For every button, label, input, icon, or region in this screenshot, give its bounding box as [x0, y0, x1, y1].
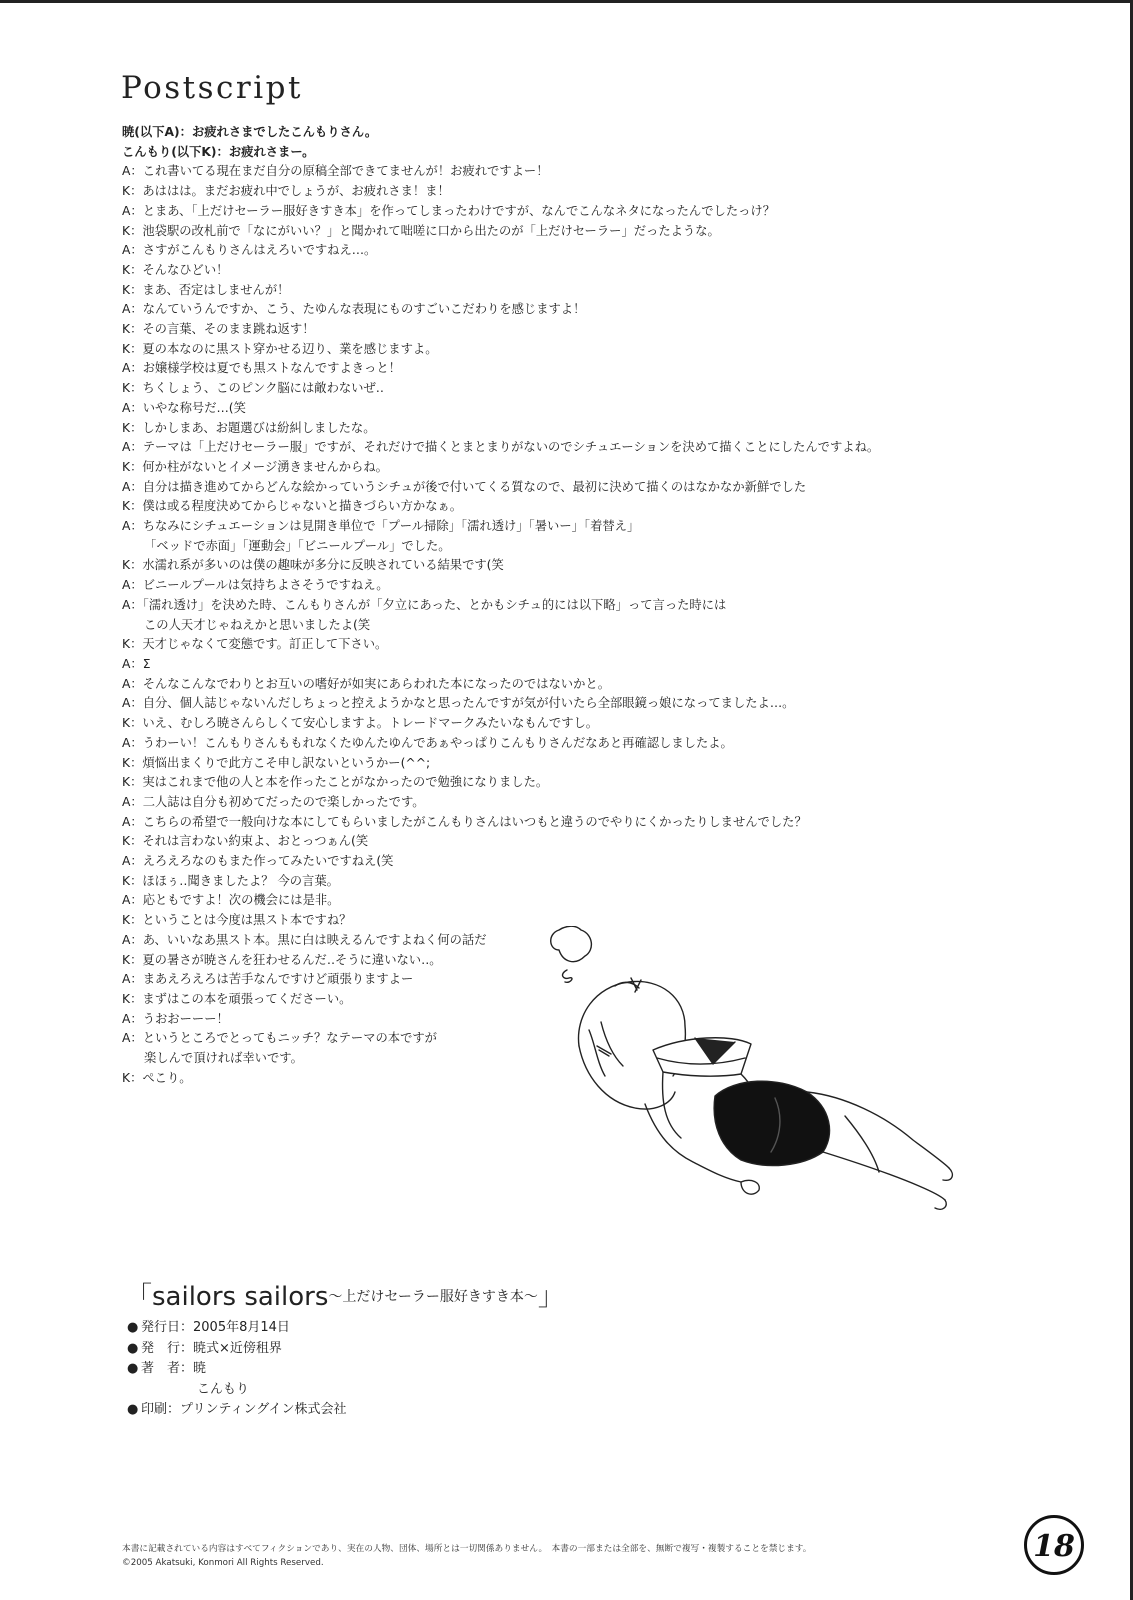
dialog-line: K：煩悩出まくりで此方こそ申し訳ないというかー(^^;	[122, 755, 431, 770]
dialog-line: K：まずはこの本を頑張ってくださーい。	[122, 991, 352, 1006]
colophon	[127, 1318, 347, 1421]
dialog-line: A：ビニールプールは気持ちよさそうですねえ。	[122, 578, 389, 593]
dialog-line: A：あ、いいなあ黒スト本。黒に白は映えるんですよねく何の話だ	[122, 932, 487, 947]
dialog-line: K：しかしまあ、お題選びは紛糾しましたな。	[122, 420, 376, 435]
dialog-line: K：夏の暑さが暁さんを狂わせるんだ‥そうに違いない‥。	[122, 952, 442, 967]
dialog-line: 「ベッドで赤面」「運動会」「ビニールプール」でした。	[144, 538, 451, 553]
colophon-row	[127, 1339, 347, 1360]
colophon-value: 2005年8月14日	[193, 1320, 290, 1335]
dialog-line: K：ということは今度は黒スト本ですね？	[122, 913, 352, 928]
copyright-text: ©2005 Akatsuki, Konmori All Rights Reserved.	[122, 1558, 324, 1568]
dialog-line: K：いえ、むしろ暁さんらしくて安心しますよ。トレードマークみたいなもんですし。	[122, 716, 599, 731]
dialog-line: A：二人誌は自分も初めてだったので楽しかったです。	[122, 794, 425, 809]
page-title: Postscript	[121, 70, 303, 106]
dialog-line: A：これ書いてる現在まだ自分の原稿全部できてませんが！お疲れですよー！	[122, 164, 549, 179]
book-title-main: 「sailors sailors	[126, 1282, 329, 1312]
dialog-line: 暁(以下A)：お疲れさまでしたこんもりさん。	[122, 125, 378, 139]
dialog-line: K：池袋駅の改札前で「なにがいい？」と聞かれて咄嗟に口から出たのが「上だけセーラー」だったような。	[122, 223, 720, 238]
colophon-value: プリンティングイン株式会社	[180, 1402, 347, 1417]
page-number: 18	[1033, 1529, 1075, 1564]
dialog-line: A：まあえろえろは苦手なんですけど頑張りますよー	[122, 972, 414, 987]
sleeping-girl-illustration	[545, 926, 965, 1216]
page-number-badge	[1023, 1514, 1085, 1576]
bullet-icon: ●	[127, 1320, 139, 1335]
dialog-line: K：ちくしょう、このピンク脳には敵わないぜ‥	[122, 381, 384, 396]
dialog-line: A：うおおーーー！	[122, 1011, 229, 1026]
dialog-line: A：こちらの希望で一般向けな本にしてもらいましたがこんもりさんはいつもと違うのでやりにくかったりしませんでした？	[122, 814, 807, 829]
dialog-line: A：Σ	[122, 656, 151, 671]
colophon-label: 著 者：	[141, 1361, 194, 1376]
dialog-line: A：なんていうんですか、こう、たゆんな表現にものすごいこだわりを感じますよ！	[122, 302, 586, 317]
speech-bubble-icon	[551, 926, 592, 961]
dialog-line: K：そんなひどい！	[122, 262, 229, 277]
dialog-line: A：ちなみにシチュエーションは見開き単位で「プール掃除」「濡れ透け」「暑いー」「着替え」	[122, 519, 640, 534]
dialog-line: K：水濡れ系が多いのは僕の趣味が多分に反映されている結果です(笑	[122, 558, 504, 573]
colophon-label: 印刷：	[141, 1402, 181, 1417]
dialog-line: A：うわーい！こんもりさんももれなくたゆんたゆんであぁやっぱりこんもりさんだなあと再確認しましたよ。	[122, 735, 733, 750]
dialog-line: K：夏の本なのに黒スト穿かせる辺り、業を感じますよ。	[122, 341, 438, 356]
colophon-value: 暁	[193, 1361, 207, 1376]
dialog-line: K：まあ、否定はしませんが！	[122, 282, 290, 297]
disclaimer-text: 本書に記載されている内容はすべてフィクションであり、実在の人物、団体、場所とは一切関係ありません。 本書の一部または全部を、無断で複写・複製することを禁じます。	[122, 1544, 812, 1554]
dialog-line: K：実はこれまで他の人と本を作ったことがなかったので勉強になりました。	[122, 775, 549, 790]
dialog-line: A：テーマは「上だけセーラー服」ですが、それだけで描くとまとまりがないのでシチュエーションを決めて描くことにしたんですよね。	[122, 440, 880, 455]
dialog-line: K：その言葉、そのまま跳ね返す！	[122, 322, 315, 337]
colophon-row	[127, 1380, 347, 1401]
blank-area	[106, 1456, 578, 1516]
dialog-line: K：それは言わない約束よ、おとっつぁん(笑	[122, 834, 369, 849]
dialog-line: K：ほほぅ‥聞きましたよ？ 今の言葉。	[122, 873, 339, 888]
dialog-line: A：応ともですよ！次の機会には是非。	[122, 893, 340, 908]
bullet-icon: ●	[127, 1361, 139, 1376]
dialog-line: A：とまあ、「上だけセーラー服好きすき本」を作ってしまったわけですが、なんでこんなネタになったんでしたっけ？	[122, 203, 776, 218]
dialog-line: A：えろえろなのもまた作ってみたいですねえ(笑	[122, 854, 394, 869]
dialog-line: こんもり(以下K)：お疲れさまー。	[122, 144, 315, 159]
colophon-value: こんもり	[197, 1381, 250, 1397]
dialog-line: A：そんなこんなでわりとお互いの嗜好が如実にあらわれた本になったのではないかと。	[122, 676, 610, 691]
colophon-row	[127, 1400, 347, 1421]
bullet-icon: ●	[127, 1340, 139, 1356]
dialog-line: A：自分は描き進めてからどんな絵かっていうシチュが後で付いてくる質なので、最初に決めて描くのはなかなか新鮮でした	[122, 479, 807, 494]
dialog-line: K：ぺこり。	[122, 1070, 192, 1085]
dialog-line: K：何か柱がないとイメージ湧きませんからね。	[122, 459, 388, 474]
dialog-line: K：天才じゃなくて変態です。訂正して下さい。	[122, 637, 388, 652]
book-title-subtitle: ～上だけセーラー服好きすき本～	[328, 1289, 538, 1305]
dialog-line: K：あははは。まだお疲れ中でしょうが、お疲れさま！ま！	[122, 184, 450, 199]
colophon-row	[127, 1318, 347, 1339]
dialog-line: A：「濡れ透け」を決めた時、こんもりさんが「夕立にあった、とかもシチュ的には以下略」って言った時には	[122, 597, 727, 612]
book-title-close: 」	[537, 1282, 564, 1312]
book-title	[126, 1276, 564, 1313]
colophon-label: 発行日：	[141, 1320, 194, 1335]
footer	[122, 1542, 811, 1570]
dialog-line: A：さすがこんもりさんはえろいですねえ…。	[122, 243, 377, 258]
dialog-line: A：いやな称号だ…(笑	[122, 400, 246, 415]
bullet-icon: ●	[127, 1402, 139, 1417]
dialog-line: A：お嬢様学校は夏でも黒ストなんですよきっと！	[122, 361, 401, 376]
dialog-line: この人天才じゃねえかと思いましたよ(笑	[144, 617, 371, 632]
dialog-line: 楽しんで頂ければ幸いです。	[144, 1051, 303, 1066]
colophon-label: 発 行：	[141, 1340, 194, 1356]
dialog-line: A：自分、個人誌じゃないんだしちょっと控えようかなと思ったんですが気が付いたら全部眼鏡っ娘になってましたよ…。	[122, 696, 795, 711]
dialog-line: A：というところでとってもニッチ？なテーマの本ですが	[122, 1031, 437, 1046]
colophon-value: 暁式×近傍租界	[193, 1340, 282, 1356]
dialog-line: K：僕は或る程度決めてからじゃないと描きづらい方かなぁ。	[122, 499, 463, 514]
colophon-row	[127, 1359, 347, 1380]
